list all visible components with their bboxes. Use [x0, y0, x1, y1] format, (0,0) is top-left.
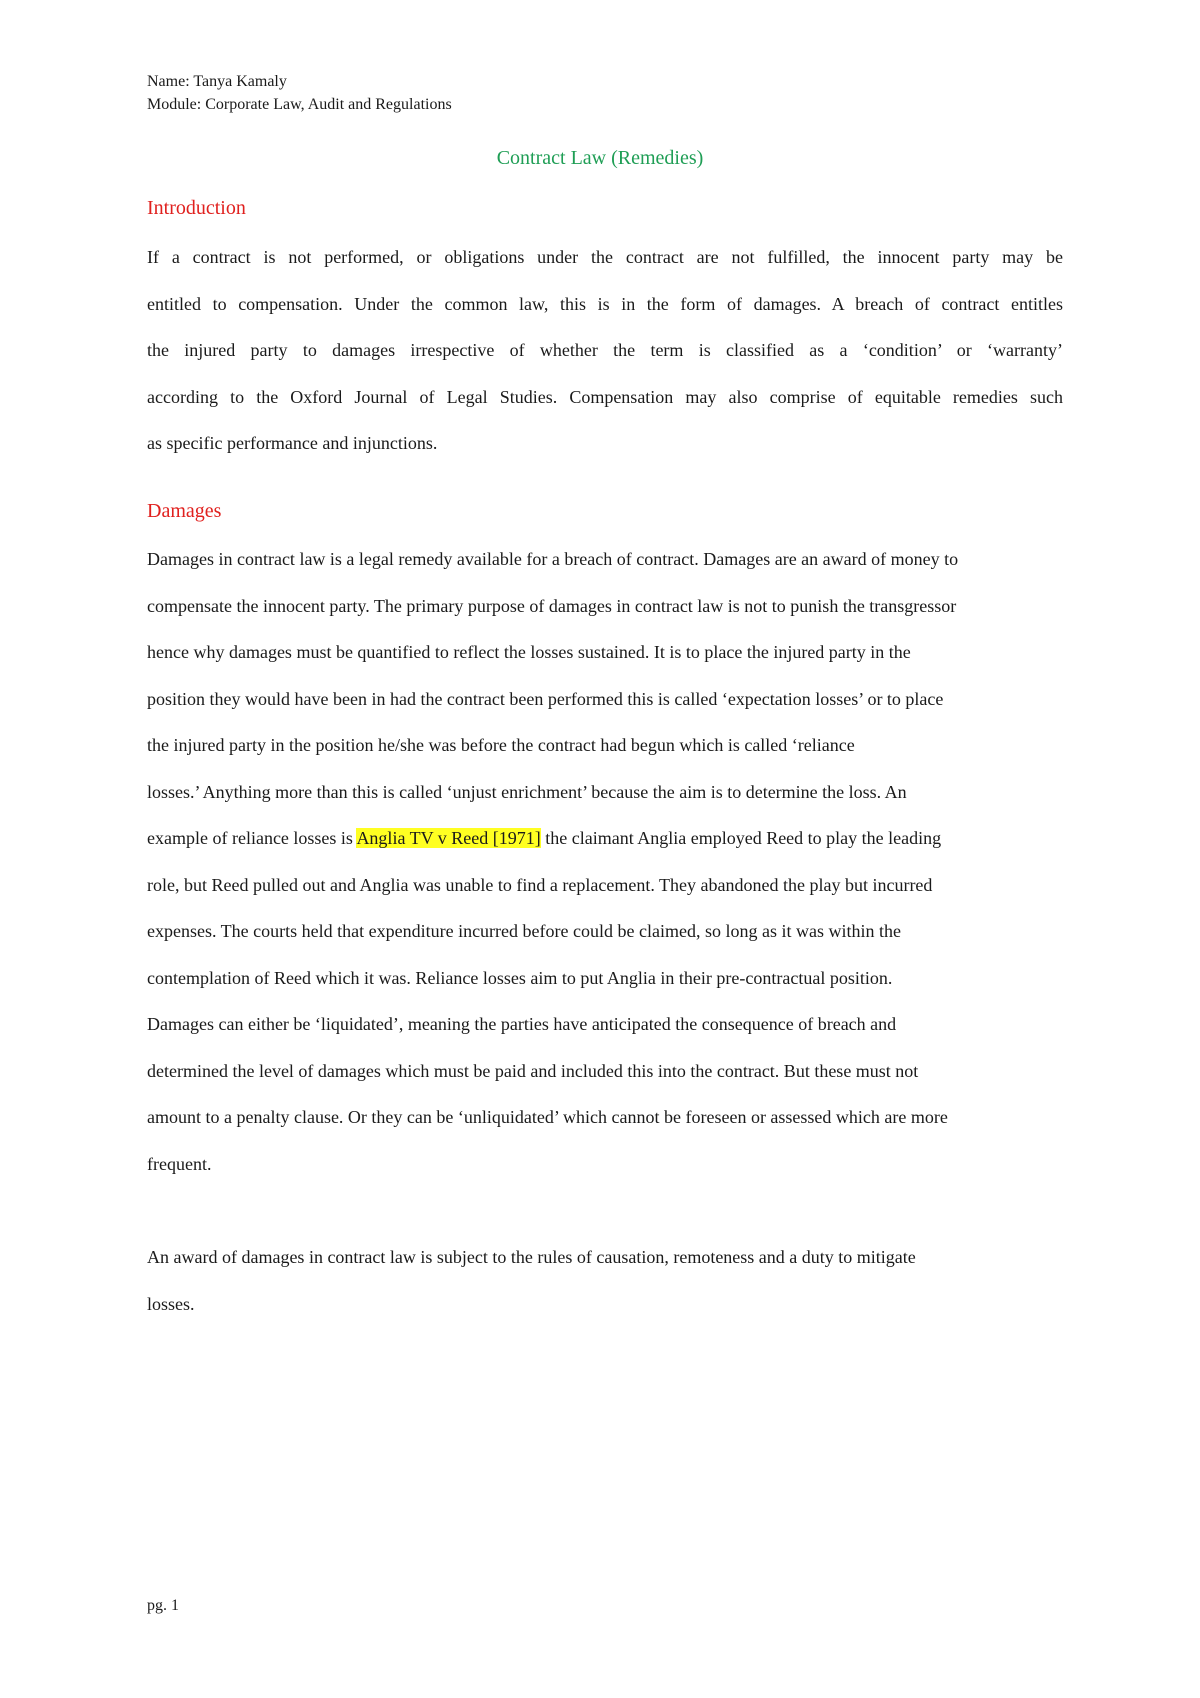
paragraph-line: the injured party to damages irrespective of whether the term is classified as a ‘condition’ or ‘warranty’	[147, 340, 1063, 360]
paragraph-line: role, but Reed pulled out and Anglia was unable to find a replacement. They abandoned the play but incurred	[147, 874, 933, 895]
page-number: pg. 1	[147, 1597, 179, 1614]
case-line-lead: example of reliance losses is	[147, 828, 357, 848]
paragraph-line: losses.	[147, 1293, 195, 1314]
paragraph-line: losses.’ Anything more than this is called ‘unjust enrichment’ because the aim is to determine the loss. An	[147, 781, 907, 802]
paragraph-line: frequent.	[147, 1153, 212, 1174]
case-name-highlight: Anglia TV v Reed [1971]	[356, 828, 541, 848]
damages-paragraph	[147, 547, 1063, 1198]
document-title: Contract Law (Remedies)	[496, 147, 704, 169]
author-name: Name: Tanya Kamaly	[147, 73, 287, 90]
paragraph-line: entitled to compensation. Under the common law, this is in the form of damages. A breach of contract entitles	[147, 293, 1063, 314]
introduction-heading: Introduction	[147, 197, 246, 219]
paragraph-line: Damages can either be ‘liquidated’, meaning the parties have anticipated the consequence of breach and	[147, 1014, 897, 1034]
paragraph-line: contemplation of Reed which it was. Reliance losses aim to put Anglia in their pre-contractual position.	[147, 967, 893, 988]
paragraph-line: expenses. The courts held that expenditure incurred before could be claimed, so long as it was within the	[147, 921, 901, 941]
paragraph-line: determined the level of damages which must be paid and included this into the contract. But these must not	[147, 1060, 919, 1081]
document-header	[147, 70, 452, 116]
damages-heading: Damages	[147, 500, 222, 522]
paragraph-line: position they would have been in had the contract been performed this is called ‘expectation losses’ or to place	[147, 688, 944, 709]
paragraph-line: according to the Oxford Journal of Legal Studies. Compensation may also comprise of equitable remedies such	[147, 386, 1063, 407]
paragraph-line: as specific performance and injunctions.	[147, 433, 438, 453]
paragraph-line: An award of damages in contract law is subject to the rules of causation, remoteness and a duty to mitigate	[147, 1247, 916, 1267]
case-line-tail: the claimant Anglia employed Reed to play the leading	[540, 828, 942, 848]
paragraph-line: the injured party in the position he/she was before the contract had begun which is called ‘reliance	[147, 735, 855, 755]
paragraph-line: amount to a penalty clause. Or they can be ‘unliquidated’ which cannot be foreseen or assessed which are more	[147, 1107, 948, 1127]
paragraph-line: compensate the innocent party. The primary purpose of damages in contract law is not to punish the transgressor	[147, 595, 957, 616]
paragraph-line: Damages in contract law is a legal remedy available for a breach of contract. Damages are an award of money to	[147, 549, 959, 569]
module-name: Module: Corporate Law, Audit and Regulations	[147, 96, 452, 113]
case-citation-line	[147, 826, 1063, 873]
closing-paragraph	[147, 1245, 1063, 1338]
introduction-paragraph	[147, 245, 1063, 478]
paragraph-line: hence why damages must be quantified to reflect the losses sustained. It is to place the injured party in the	[147, 642, 911, 662]
paragraph-line: If a contract is not performed, or obligations under the contract are not fulfilled, the innocent party may be	[147, 247, 1063, 267]
